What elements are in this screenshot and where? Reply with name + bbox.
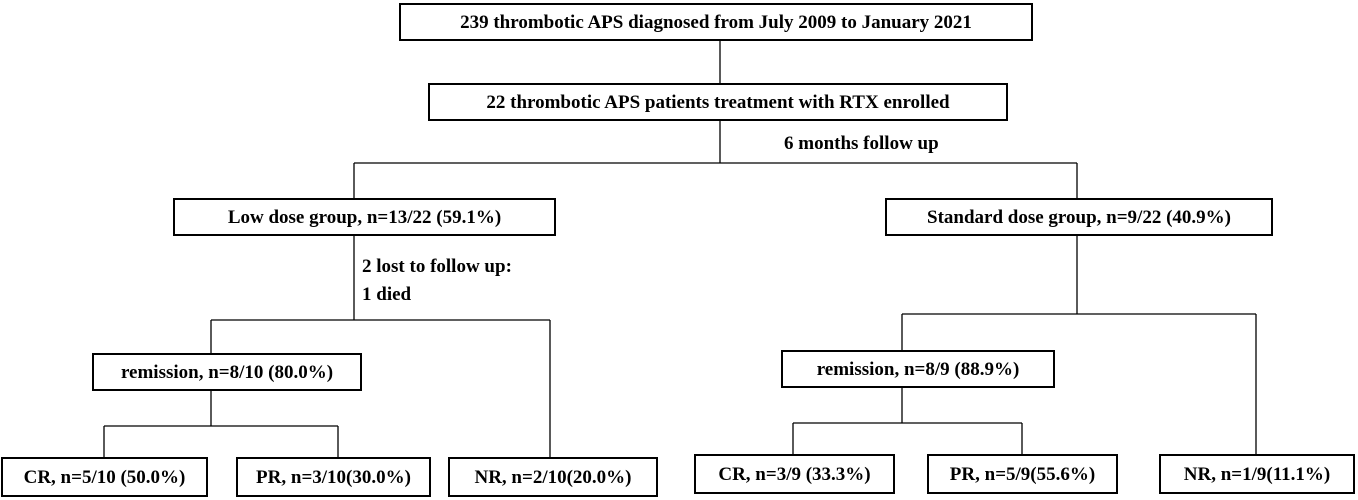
standard-dose-group-box: Standard dose group, n=9/22 (40.9%) (885, 198, 1273, 236)
enrolled-box: 22 thrombotic APS patients treatment with RTX enrolled (428, 83, 1008, 121)
lost-to-follow-up-line: 2 lost to follow up: (362, 256, 512, 277)
standard-dose-pr-box: PR, n=5/9(55.6%) (927, 454, 1118, 494)
follow-up-label: 6 months follow up (784, 133, 939, 154)
lost-to-follow-up-label (362, 253, 512, 309)
low-dose-pr-box: PR, n=3/10(30.0%) (236, 457, 431, 497)
standard-dose-nr-box: NR, n=1/9(11.1%) (1159, 454, 1355, 494)
low-dose-cr-box: CR, n=5/10 (50.0%) (1, 457, 208, 497)
standard-dose-remission-box: remission, n=8/9 (88.9%) (781, 350, 1055, 388)
low-dose-group-box: Low dose group, n=13/22 (59.1%) (173, 198, 556, 236)
died-line: 1 died (362, 284, 412, 305)
standard-dose-cr-box: CR, n=3/9 (33.3%) (694, 454, 895, 494)
diagnosed-box: 239 thrombotic APS diagnosed from July 2009 to January 2021 (399, 3, 1033, 41)
low-dose-remission-box: remission, n=8/10 (80.0%) (92, 353, 362, 391)
low-dose-nr-box: NR, n=2/10(20.0%) (448, 457, 658, 497)
